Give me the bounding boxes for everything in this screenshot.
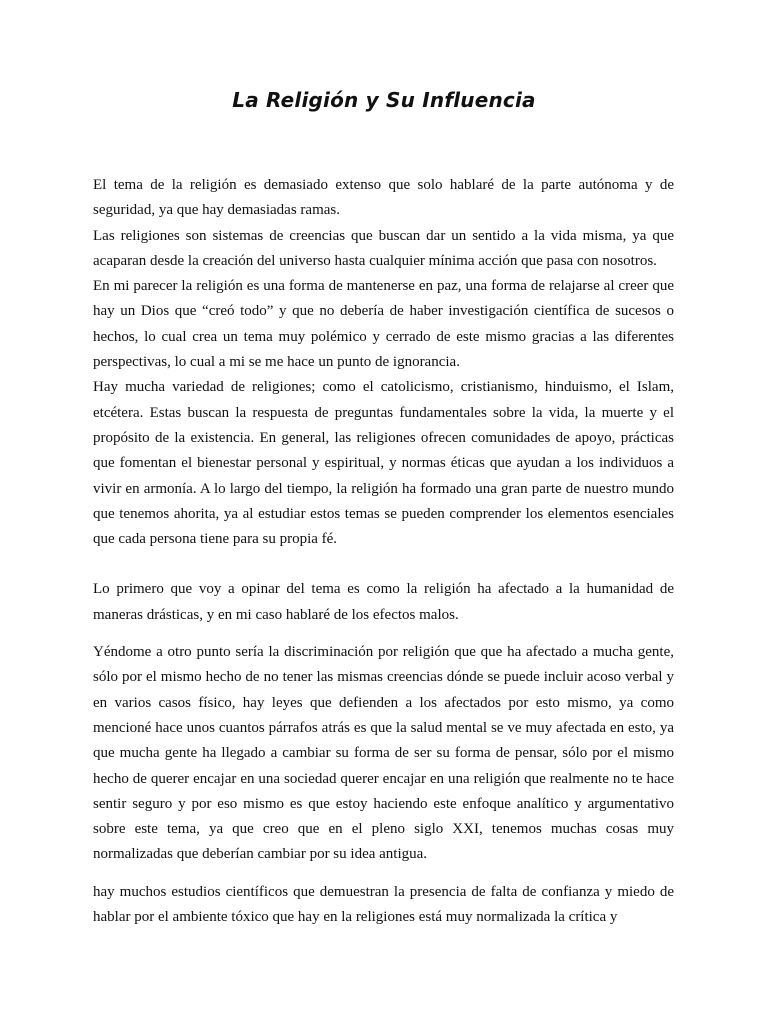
paragraph-variety: Hay mucha variedad de religiones; como el catolicismo, cristianismo, hinduismo, el Islam, etcétera. Estas buscan la respuesta de preguntas fundamentales sobre la vida, la muerte y el propósito de la existencia. En general, las religiones ofrecen comunidades de apoyo, prácticas que fomentan el bienestar personal y espiritual, y normas éticas que ayudan a los individuos a vivir en armonía. A lo largo del tiempo, la religión ha formado una gran parte de nuestro mundo que tenemos ahorita, ya al estudiar estos temas se pueden comprender los elementos esenciales que cada persona tiene para su propia fé. — [93, 379, 674, 548]
paragraph-opinion: En mi parecer la religión es una forma de mantenerse en paz, una forma de relajarse al creer que hay un Dios que “creó todo” y que no debería de haber investigación científica de sucesos o hechos, lo cual crea un tema muy polémico y cerrado de este mismo gracias a las diferentes perspectivas, lo cual a mi se me hace un punto de ignorancia. — [93, 278, 674, 371]
paragraph-studies: hay muchos estudios científicos que demuestran la presencia de falta de confianza y miedo de hablar por el ambiente tóxico que hay en la religiones está muy normalizada la crítica y — [93, 883, 674, 926]
paragraph-definition: Las religiones son sistemas de creencias que buscan dar un sentido a la vida misma, ya que acaparan desde la creación del universo hasta cualquier mínima acción que pasa con nosotros. — [93, 227, 674, 269]
paragraph-effects: Lo primero que voy a opinar del tema es como la religión ha afectado a la humanidad de maneras drásticas, y en mi caso hablaré de los efectos malos. — [93, 581, 674, 623]
paragraph-discrimination: Yéndome a otro punto sería la discriminación por religión que que ha afectado a mucha gente, sólo por el mismo hecho de no tener las mismas creencias dónde se puede incluir acoso verbal y en varios casos físico, hay leyes que defienden a los afectados por esto mismo, ya como mencioné hace unos cuantos párrafos atrás es que la salud mental se ve muy afectada en esto, ya que mucha gente ha llegado a cambiar su forma de ser su forma de pensar, sólo por el mismo hecho de querer encajar en una sociedad querer encajar en una religión que realmente no te hace sentir seguro y por eso mismo es que estoy haciendo este enfoque analítico y argumentativo sobre este tema, ya que creo que en el pleno siglo XXI, tenemos muchas cosas muy normalizadas que deberían cambiar por su idea antigua. — [93, 644, 674, 863]
paragraph-intro: El tema de la religión es demasiado extenso que solo hablaré de la parte autónoma y de seguridad, ya que hay demasiadas ramas. — [93, 177, 674, 219]
document-title: La Religión y Su Influencia — [232, 88, 536, 112]
document-body — [93, 173, 674, 930]
